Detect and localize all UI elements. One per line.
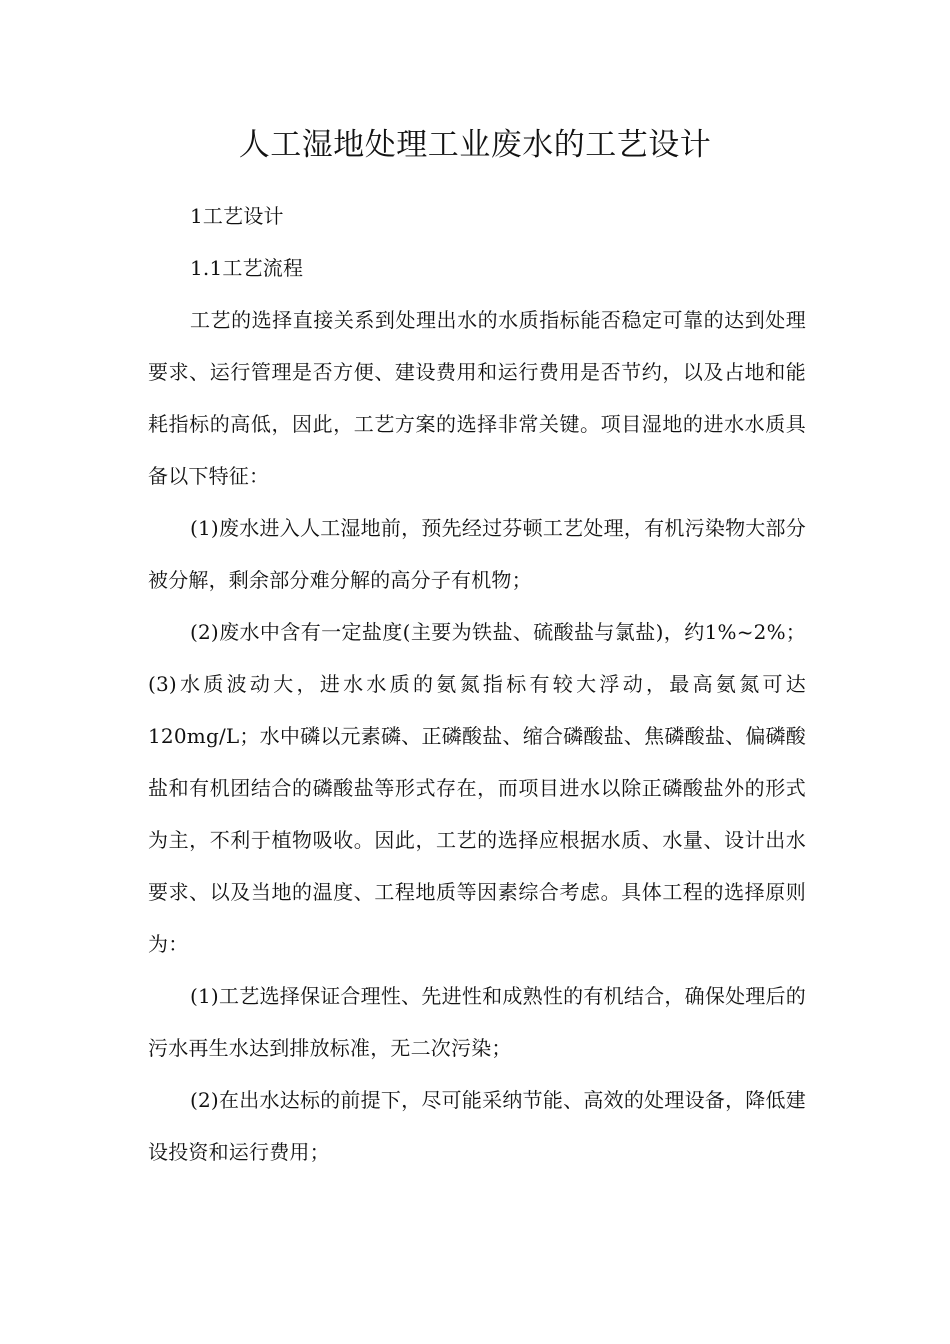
document-body: [148, 190, 806, 1178]
paragraph-intro: 工艺的选择直接关系到处理出水的水质指标能否稳定可靠的达到处理要求、运行管理是否方便、建设费用和运行费用是否节约，以及占地和能耗指标的高低，因此，工艺方案的选择非常关键。项目湿地的进水水质具备以下特征：: [148, 308, 806, 488]
paragraph-principle-1: (1)工艺选择保证合理性、先进性和成熟性的有机结合，确保处理后的污水再生水达到排放标准，无二次污染；: [148, 984, 806, 1060]
document-title: 人工湿地处理工业废水的工艺设计: [238, 127, 712, 163]
subsection-heading: 1.1工艺流程: [190, 256, 304, 280]
section-heading: 1工艺设计: [190, 204, 284, 228]
paragraph-principle-2: (2)在出水达标的前提下，尽可能采纳节能、高效的处理设备，降低建设投资和运行费用；: [148, 1088, 806, 1164]
paragraph-feature-2-3: (2)废水中含有一定盐度(主要为铁盐、硫酸盐与氯盐)，约1%~2%；(3)水质波动大，进水水质的氨氮指标有较大浮动，最高氨氮可达120mg/L；水中磷以元素磷、正磷酸盐、缩合磷酸盐、焦磷酸盐、偏磷酸盐和有机团结合的磷酸盐等形式存在，而项目进水以除正磷酸盐外的形式为主，不利于植物吸收。因此，工艺的选择应根据水质、水量、设计出水要求、以及当地的温度、工程地质等因素综合考虑。具体工程的选择原则为：: [148, 620, 806, 956]
paragraph-feature-1: (1)废水进入人工湿地前，预先经过芬顿工艺处理，有机污染物大部分被分解，剩余部分难分解的高分子有机物；: [148, 516, 806, 592]
